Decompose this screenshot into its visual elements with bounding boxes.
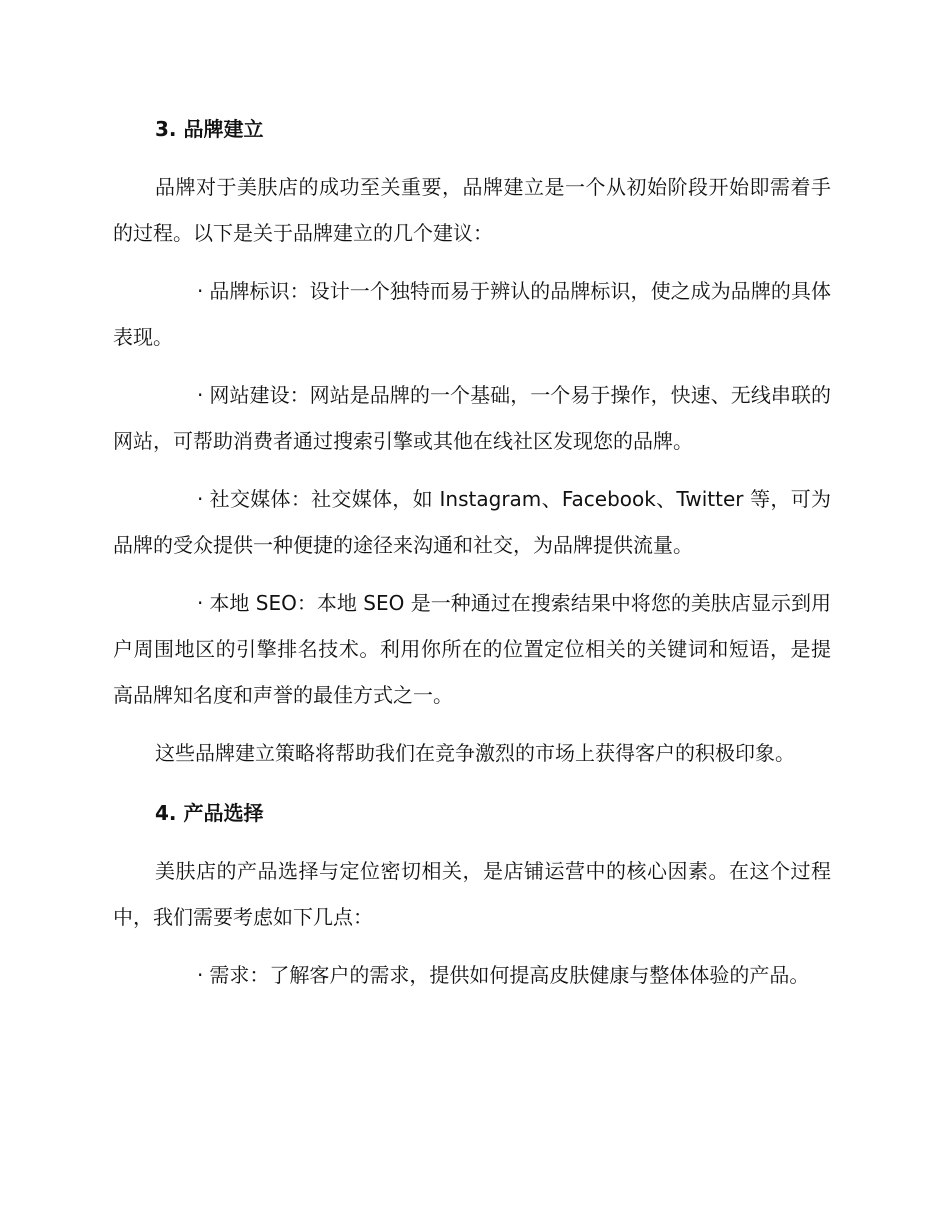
bullet-item-local-seo: [113, 580, 831, 718]
bullet-item-demand: [113, 952, 831, 998]
bullet-text: 本地 SEO：本地 SEO 是一种通过在搜索结果中将您的美肤店显示到用户周围地区的引擎排名技术。利用你所在的位置定位相关的关键词和短语，是提高品牌知名度和声誉的最佳方式之一。: [113, 591, 831, 707]
section-heading-product-selection: 4. 产品选择: [155, 801, 264, 825]
paragraph-brand-closing: 这些品牌建立策略将帮助我们在竞争激烈的市场上获得客户的积极印象。: [155, 741, 795, 765]
bullet-text: 品牌标识：设计一个独特而易于辨认的品牌标识，使之成为品牌的具体表现。: [113, 279, 831, 349]
bullet-item-social-media: [113, 476, 831, 568]
bullet-marker: ·: [197, 487, 204, 511]
section-heading-brand-building: 3. 品牌建立: [155, 117, 264, 141]
document-page: [113, 106, 831, 998]
bullet-text: 社交媒体：社交媒体，如 Instagram、Facebook、Twitter 等，可为品牌的受众提供一种便捷的途径来沟通和社交，为品牌提供流量。: [113, 487, 831, 557]
bullet-marker: ·: [197, 591, 204, 615]
paragraph-product-intro: 美肤店的产品选择与定位密切相关，是店铺运营中的核心因素。在这个过程中，我们需要考虑如下几点：: [113, 859, 831, 929]
bullet-marker: ·: [197, 279, 204, 303]
bullet-text: 网站建设：网站是品牌的一个基础，一个易于操作，快速、无线串联的网站，可帮助消费者通过搜索引擎或其他在线社区发现您的品牌。: [113, 383, 831, 453]
bullet-item-brand-logo: [113, 268, 831, 360]
bullet-text: 需求：了解客户的需求，提供如何提高皮肤健康与整体体验的产品。: [209, 963, 810, 987]
bullet-marker: ·: [197, 383, 204, 407]
paragraph-brand-intro: 品牌对于美肤店的成功至关重要，品牌建立是一个从初始阶段开始即需着手的过程。以下是关于品牌建立的几个建议：: [113, 175, 831, 245]
bullet-marker: ·: [197, 963, 204, 987]
bullet-item-website: [113, 372, 831, 464]
